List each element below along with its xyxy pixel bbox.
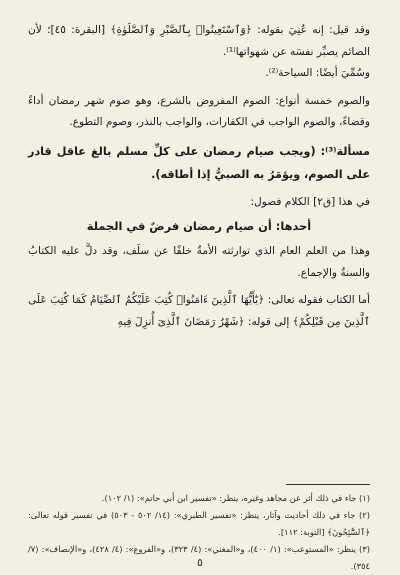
paragraph-types-of-fasting: والصوم خمسة أنواع: الصوم المفروض بالشرع، وهو صوم شهر رمضان أداءً وقضاءً، والصوم الواجب في الكفارات، والواجب بالنذر، وصوم التطوع.	[28, 94, 370, 128]
masala-label: مسألة⁽³⁾:	[320, 144, 370, 158]
page-number: ٥	[197, 556, 203, 569]
masala-block	[28, 140, 370, 186]
paragraph-fusul: في هذا [ق٢] الكلام فصول:	[250, 195, 370, 208]
paragraph-ijma: وهذا من العلم العام الذي توارثته الأمةُ خلفًا عن سلَف، وقد دلَّ عليه الكتابُ والسنةُ والإجماع.	[28, 245, 370, 279]
footnote-separator	[286, 484, 370, 485]
paragraph-siyaha: وسُمِّيَ أيضًا: السياحة⁽²⁾.	[265, 67, 370, 79]
section-heading: أحدها: أن صيام رمضان فرضٌ في الجملة	[86, 219, 312, 233]
paragraph-kitab: أما الكتاب فقوله تعالى: ﴿يَٰٓأَيُّهَا ٱلَّذِينَ ءَامَنُوا۟ كُتِبَ عَلَيْكُمُ ٱلصِّيَامُ كَمَا كُتِبَ عَلَى ٱلَّذِينَ مِن قَبْلِكُمْ﴾ إلى قوله: ﴿شَهْرُ رَمَضَانَ ٱلَّذِىٓ أُنزِلَ فِيهِ	[28, 294, 370, 328]
masala-text: (ويجب صيام رمضان على كلِّ مسلم بالغ عاقل قادر على الصوم، ويؤمَرُ به الصبيُّ إذا أطاقه).	[28, 144, 370, 181]
footnote-2: (٢) جاء في ذلك أحاديث وآثار، ينظر: «تفسير الطبري»: (١٤/ ٥٠٢ - ٥٠٣) في تفسير قوله تعالى: ﴿ٱلسَّٰٓئِحُونَ﴾ [التوبة: ١١٢].	[28, 510, 370, 537]
footnote-3: (٣) ينظر: «المستوعب»: (١/ ٤٠٠)، و«المغني»: (٤/ ٣٢٣)، و«الفروع»: (٤/ ٤٢٨)، و«الإنصاف»: (٧/ ٣٥٤).	[28, 544, 371, 571]
footnote-1: (١) جاء في ذلك أثر عن مجاهد وغيره، ينظر: «تفسير ابن أبي حاتم»: (١/ ١٠٢).	[101, 493, 370, 503]
paragraph-sabr: وقد قيل: إنه عُنِيَ بقوله: ﴿وَٱسْتَعِينُوا۟ بِٱلصَّبْرِ وَٱلصَّلَوٰةِ﴾ [البقرة: ٤٥]؛ لأن الصائم يصبِّر نفسَه عن شهواتها⁽¹⁾.	[28, 24, 370, 58]
